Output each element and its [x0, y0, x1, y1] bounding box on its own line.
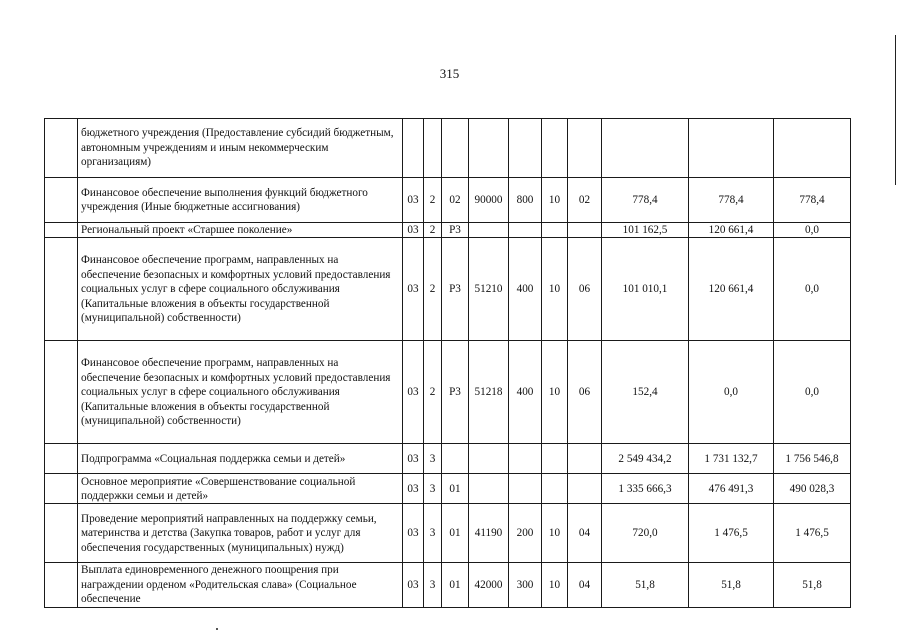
code-cell [469, 119, 509, 178]
code-cell: 10 [542, 238, 568, 341]
value-cell: 476 491,3 [689, 474, 774, 504]
code-cell: 90000 [469, 178, 509, 223]
code-cell: 03 [403, 341, 424, 444]
code-cell: 2 [424, 223, 442, 238]
code-cell [568, 444, 602, 474]
page-edge-line [895, 35, 896, 185]
value-cell: 1 476,5 [774, 504, 851, 563]
value-cell: 120 661,4 [689, 238, 774, 341]
empty-cell [45, 444, 78, 474]
code-cell: Р3 [442, 341, 469, 444]
code-cell: Р3 [442, 238, 469, 341]
table-row [45, 341, 851, 444]
code-cell [542, 474, 568, 504]
code-cell: 01 [442, 504, 469, 563]
value-cell: 778,4 [602, 178, 689, 223]
value-cell: 1 476,5 [689, 504, 774, 563]
code-cell [442, 444, 469, 474]
value-cell: 51,8 [602, 563, 689, 607]
code-cell: 10 [542, 341, 568, 444]
value-cell: 0,0 [774, 223, 851, 238]
row-name: Финансовое обеспечение программ, направленных на обеспечение безопасных и комфортных условий предоставления социальных услуг в сфере социального обслуживания (Капитальные вложения в объекты государственной (муниципальной) собственности) [78, 238, 403, 341]
value-cell: 2 549 434,2 [602, 444, 689, 474]
table-row [45, 178, 851, 223]
code-cell [403, 119, 424, 178]
table-row [45, 504, 851, 563]
code-cell [542, 119, 568, 178]
value-cell: 0,0 [774, 238, 851, 341]
code-cell: 02 [568, 178, 602, 223]
code-cell: 800 [509, 178, 542, 223]
code-cell: 2 [424, 341, 442, 444]
code-cell [509, 474, 542, 504]
row-name: Региональный проект «Старшее поколение» [78, 223, 403, 238]
value-cell: 0,0 [689, 341, 774, 444]
code-cell: 03 [403, 563, 424, 607]
row-name: Подпрограмма «Социальная поддержка семьи и детей» [78, 444, 403, 474]
code-cell: 3 [424, 504, 442, 563]
code-cell [542, 444, 568, 474]
budget-table [44, 118, 851, 608]
code-cell: 300 [509, 563, 542, 607]
code-cell [509, 223, 542, 238]
value-cell: 120 661,4 [689, 223, 774, 238]
value-cell: 0,0 [774, 341, 851, 444]
empty-cell [45, 119, 78, 178]
empty-cell [45, 563, 78, 607]
code-cell: 03 [403, 238, 424, 341]
table-row [45, 238, 851, 341]
code-cell [509, 119, 542, 178]
code-cell: 400 [509, 341, 542, 444]
value-cell: 778,4 [689, 178, 774, 223]
row-name: Финансовое обеспечение выполнения функций бюджетного учреждения (Иные бюджетные ассигнования) [78, 178, 403, 223]
row-name: Проведение мероприятий направленных на поддержку семьи, материнства и детства (Закупка товаров, работ и услуг для обеспечения государственных (муниципальных) нужд) [78, 504, 403, 563]
value-cell: 101 162,5 [602, 223, 689, 238]
code-cell: 10 [542, 563, 568, 607]
table-row [45, 223, 851, 238]
value-cell: 1 335 666,3 [602, 474, 689, 504]
code-cell: 3 [424, 444, 442, 474]
table-row [45, 563, 851, 607]
code-cell: 03 [403, 444, 424, 474]
value-cell: 101 010,1 [602, 238, 689, 341]
value-cell: 778,4 [774, 178, 851, 223]
code-cell: 01 [442, 563, 469, 607]
code-cell [469, 223, 509, 238]
code-cell [568, 474, 602, 504]
empty-cell [45, 238, 78, 341]
code-cell: 03 [403, 474, 424, 504]
value-cell: 1 756 546,8 [774, 444, 851, 474]
code-cell: 42000 [469, 563, 509, 607]
code-cell: 200 [509, 504, 542, 563]
code-cell: 51218 [469, 341, 509, 444]
code-cell: 400 [509, 238, 542, 341]
table-row [45, 444, 851, 474]
code-cell: 51210 [469, 238, 509, 341]
value-cell: 152,4 [602, 341, 689, 444]
value-cell [689, 119, 774, 178]
empty-cell [45, 178, 78, 223]
code-cell: 06 [568, 341, 602, 444]
value-cell: 490 028,3 [774, 474, 851, 504]
code-cell: 10 [542, 504, 568, 563]
row-name: Выплата единовременного денежного поощрения при награждении орденом «Родительская слава» (Социальное обеспечение [78, 563, 403, 607]
page-number: 315 [439, 66, 460, 81]
code-cell: 02 [442, 178, 469, 223]
code-cell: 2 [424, 178, 442, 223]
code-cell [469, 474, 509, 504]
code-cell: 04 [568, 563, 602, 607]
code-cell [509, 444, 542, 474]
code-cell: 01 [442, 474, 469, 504]
scan-speck [216, 628, 218, 630]
code-cell: Р3 [442, 223, 469, 238]
code-cell: 06 [568, 238, 602, 341]
value-cell: 720,0 [602, 504, 689, 563]
row-name: Финансовое обеспечение программ, направленных на обеспечение безопасных и комфортных условий предоставления социальных услуг в сфере социального обслуживания (Капитальные вложения в объекты государственной (муниципальной) собственности) [78, 341, 403, 444]
value-cell: 51,8 [774, 563, 851, 607]
code-cell: 3 [424, 474, 442, 504]
empty-cell [45, 341, 78, 444]
code-cell [469, 444, 509, 474]
value-cell [774, 119, 851, 178]
empty-cell [45, 504, 78, 563]
code-cell: 3 [424, 563, 442, 607]
value-cell: 51,8 [689, 563, 774, 607]
code-cell: 03 [403, 504, 424, 563]
code-cell: 2 [424, 238, 442, 341]
code-cell: 03 [403, 178, 424, 223]
code-cell: 03 [403, 223, 424, 238]
row-name: бюджетного учреждения (Предоставление субсидий бюджетным, автономным учреждениям и иным некоммерческим организациям) [78, 119, 403, 178]
code-cell [442, 119, 469, 178]
code-cell [568, 223, 602, 238]
row-name: Основное мероприятие «Совершенствование социальной поддержки семьи и детей» [78, 474, 403, 504]
value-cell: 1 731 132,7 [689, 444, 774, 474]
table-row [45, 119, 851, 178]
table-row [45, 474, 851, 504]
empty-cell [45, 474, 78, 504]
code-cell: 04 [568, 504, 602, 563]
value-cell [602, 119, 689, 178]
empty-cell [45, 223, 78, 238]
code-cell [542, 223, 568, 238]
code-cell [568, 119, 602, 178]
code-cell [424, 119, 442, 178]
code-cell: 10 [542, 178, 568, 223]
code-cell: 41190 [469, 504, 509, 563]
